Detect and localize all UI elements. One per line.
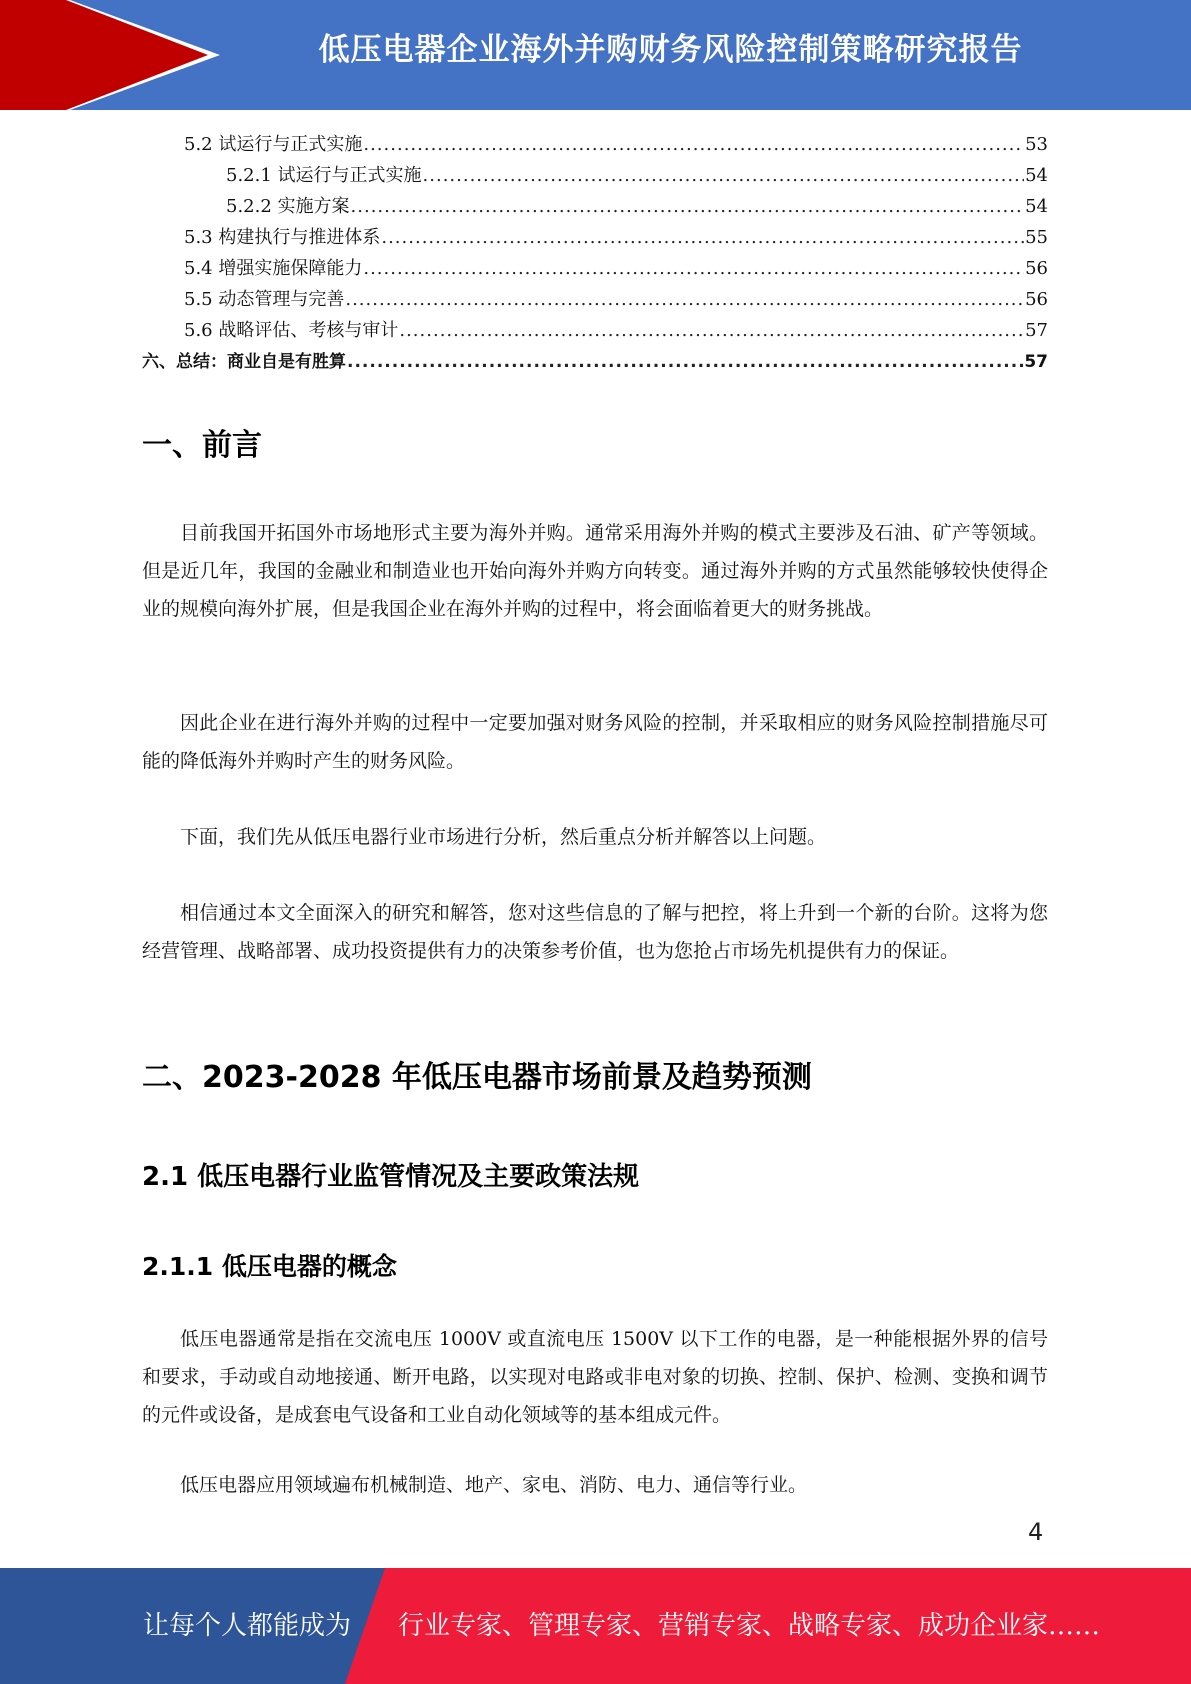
- toc-entry-label: 5.5 动态管理与完善: [184, 289, 345, 310]
- toc-entry-page: 54: [1025, 165, 1048, 186]
- toc-entry-label: 5.3 构建执行与推进体系: [184, 227, 381, 248]
- toc-entry-page: 54: [1025, 196, 1048, 217]
- toc-entry-page: 56: [1025, 289, 1048, 310]
- footer-slogan-left: 让每个人都能成为: [143, 1611, 352, 1641]
- toc-entry[interactable]: [142, 254, 1048, 285]
- paragraph: 相信通过本文全面深入的研究和解答，您对这些信息的了解与把控，将上升到一个新的台阶。这将为您经营管理、战略部署、成功投资提供有力的决策参考价值，也为您抢占市场先机提供有力的保证。: [142, 902, 1048, 962]
- page-footer: [0, 1568, 1191, 1684]
- paragraph: 低压电器通常是指在交流电压 1000V 或直流电压 1500V 以下工作的电器，是一种能根据外界的信号和要求，手动或自动地接通、断开电路，以实现对电路或非电对象的切换、控制、保护、检测、变换和调节的元件或设备，是成套电气设备和工业自动化领域等的基本组成元件。: [142, 1328, 1048, 1426]
- report-title: 低压电器企业海外并购财务风险控制策略研究报告: [318, 32, 1023, 68]
- toc-entry-label: 5.4 增强实施保障能力: [184, 258, 363, 279]
- subsubsection-heading: 2.1.1 低压电器的概念: [142, 1252, 397, 1281]
- paragraph: 低压电器应用领域遍布机械制造、地产、家电、消防、电力、通信等行业。: [180, 1474, 808, 1496]
- page-number: 4: [1028, 1518, 1044, 1546]
- toc-entry-label: 5.2 试运行与正式实施: [184, 134, 363, 155]
- toc-entry[interactable]: [142, 223, 1048, 254]
- toc-entry-page: 55: [1025, 227, 1048, 248]
- toc-entry[interactable]: [142, 161, 1048, 192]
- toc-entry-label: 六、总结：商业自是有胜算: [142, 352, 346, 372]
- table-of-contents: [142, 130, 1048, 378]
- toc-entry-page: 56: [1025, 258, 1048, 279]
- toc-entry[interactable]: [142, 285, 1048, 316]
- header-chevron-red: [0, 0, 66, 110]
- section-heading: 二、2023-2028 年低压电器市场前景及趋势预测: [142, 1060, 812, 1095]
- toc-entry-page: 57: [1024, 352, 1048, 372]
- page-header: [0, 0, 1191, 110]
- toc-entry[interactable]: [142, 316, 1048, 347]
- toc-entry[interactable]: [142, 192, 1048, 223]
- paragraph: 下面，我们先从低压电器行业市场进行分析，然后重点分析并解答以上问题。: [180, 826, 827, 848]
- subsection-heading: 2.1 低压电器行业监管情况及主要政策法规: [142, 1162, 640, 1192]
- toc-entry-label: 5.2.1 试运行与正式实施: [226, 165, 422, 186]
- toc-entry-label: 5.2.2 实施方案: [226, 196, 350, 217]
- toc-entry-page: 53: [1025, 134, 1048, 155]
- toc-entry-label: 5.6 战略评估、考核与审计: [184, 320, 399, 341]
- footer-slogan-right: 行业专家、管理专家、营销专家、战略专家、成功企业家……: [398, 1611, 1101, 1641]
- paragraph: 因此企业在进行海外并购的过程中一定要加强对财务风险的控制，并采取相应的财务风险控制措施尽可能的降低海外并购时产生的财务风险。: [142, 712, 1048, 772]
- toc-entry-page: 57: [1025, 320, 1048, 341]
- paragraph: 目前我国开拓国外市场地形式主要为海外并购。通常采用海外并购的模式主要涉及石油、矿产等领域。但是近几年，我国的金融业和制造业也开始向海外并购方向转变。通过海外并购的方式虽然能够较快使得企业的规模向海外扩展，但是我国企业在海外并购的过程中，将会面临着更大的财务挑战。: [142, 522, 1048, 620]
- toc-entry[interactable]: [142, 130, 1048, 161]
- toc-entry[interactable]: [142, 347, 1048, 378]
- section-heading: 一、前言: [142, 428, 262, 463]
